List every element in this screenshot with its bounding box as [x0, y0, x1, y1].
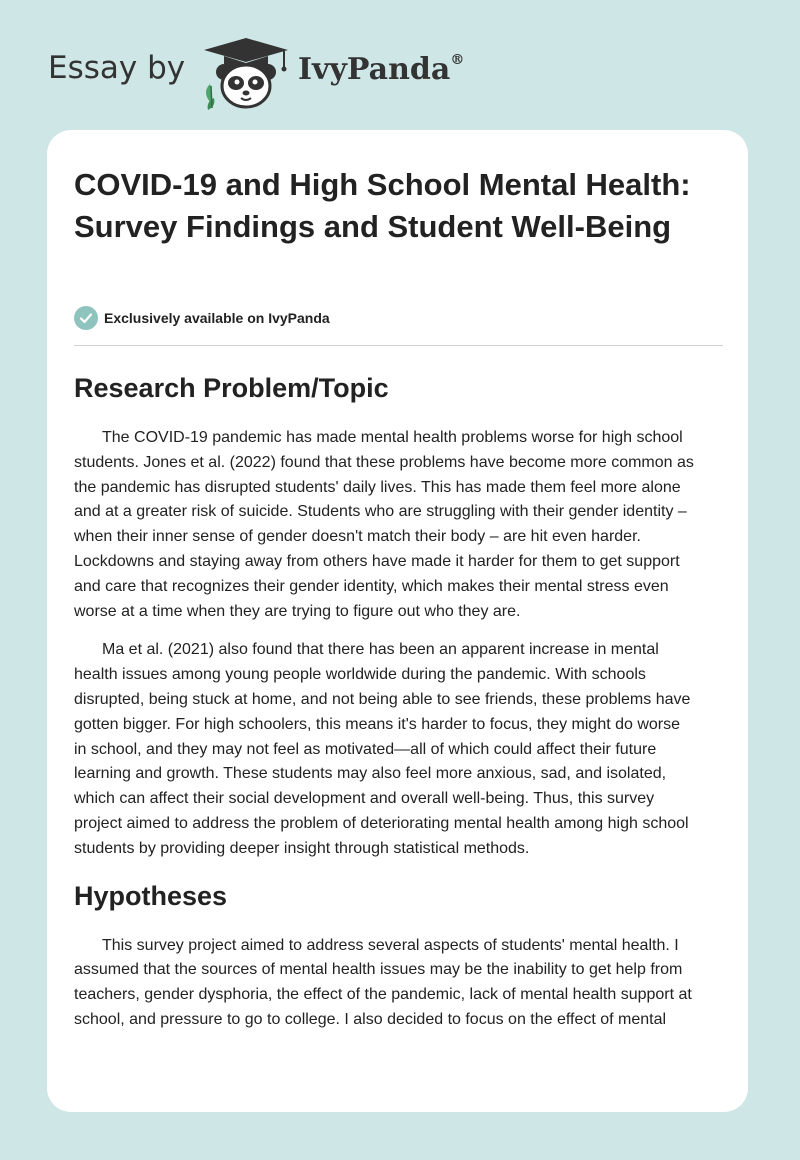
check-icon [74, 306, 98, 330]
paragraph: Ma et al. (2021) also found that there has been an apparent increase in mental health issues among young people worldwide during the pandemic. With schools disrupted, being stuck at home, and not being able to see friends, these problems have gotten bigger. For high schoolers, this means it's harder to focus, they might do worse in school, and they may not feel as motivated—all of which could affect their future learning and growth. These students may also feel more anxious, sad, and isolated, which can affect their social development and overall well-being. Thus, this survey project aimed to address the problem of deteriorating mental health among high school students by providing deeper insight through statistical methods. [74, 641, 691, 857]
exclusive-badge [74, 306, 330, 330]
paragraph: The COVID-19 pandemic has made mental health problems worse for high school students. Jones et al. (2022) found that these problems have become more common as the pandemic has disrupted students' daily lives. This has made them feel more alone and at a greater risk of suicide. Students who are struggling with their gender identity – when their inner sense of gender doesn't match their body – are hit even harder. Lockdowns and staying away from others have made it harder for them to get support and care that recognizes their gender identity, which makes their mental stress even worse at a time when they are trying to figure out who they are. [74, 429, 694, 620]
badge-label: Exclusively available on IvyPanda [104, 310, 330, 326]
brand-name[interactable] [298, 52, 464, 87]
essay-by-label: Essay by [48, 50, 186, 86]
title-divider [74, 345, 723, 346]
section-heading: Hypotheses [74, 880, 228, 911]
section-heading: Research Problem/Topic [74, 373, 389, 403]
article-card [47, 130, 748, 1112]
article-title: COVID-19 and High School Mental Health: Survey Findings and Student Well-Being [74, 167, 691, 244]
trademark-symbol: ® [450, 52, 465, 68]
article-body [74, 358, 724, 1047]
site-header [48, 36, 748, 108]
paragraph: This survey project aimed to address several aspects of students' mental health. I assumed that the sources of mental health issues may be the inability to get help from teachers, gender dysphoria, the effect of the pandemic, lack of mental health support at school, and pressure to go to college. I also decided to focus on the effect of mental [74, 936, 692, 1028]
brand-text: IvyPanda [298, 52, 451, 87]
panda-logo-icon[interactable] [200, 36, 292, 110]
